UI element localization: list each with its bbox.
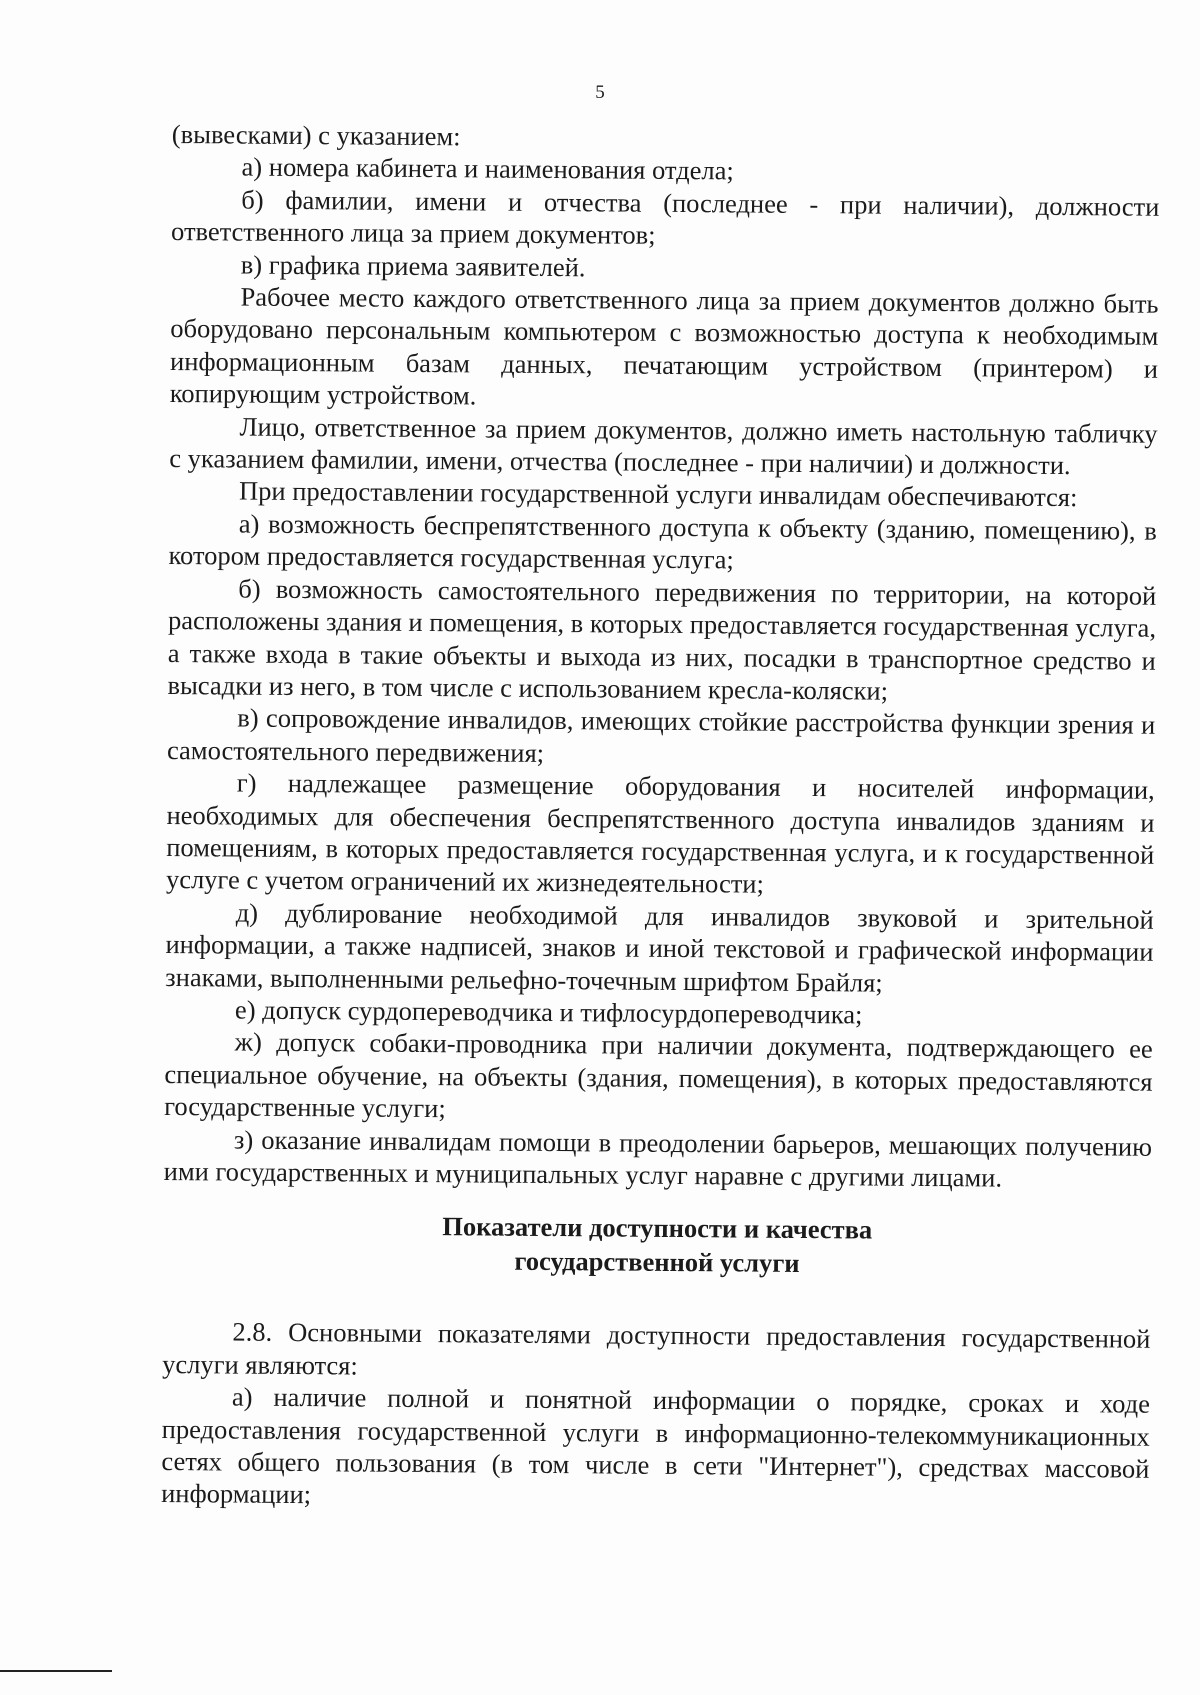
paragraph: 2.8. Основными показателями доступности предоставления государственной услуги являются: bbox=[162, 1316, 1151, 1381]
paragraph: ж) допуск собаки-проводника при наличии документа, подтверждающего ее специальное обучение, на объекты (здания, помещения), в которых предоставляются государственные услуги; bbox=[164, 1026, 1153, 1124]
section-heading-line: государственной услуги bbox=[514, 1246, 800, 1279]
paragraph: Лицо, ответственное за прием документов, должно иметь настольную табличку с указанием фамилии, имени, отчества (последнее - при наличии) и должности. bbox=[169, 411, 1158, 481]
paragraph: е) допуск сурдопереводчика и тифлосурдопереводчика; bbox=[234, 994, 863, 1030]
paragraph: а) возможность беспрепятственного доступа к объекту (зданию, помещению), в котором предоставляется государственная услуга; bbox=[168, 508, 1157, 575]
paragraph: г) надлежащее размещение оборудования и носителей информации, необходимых для обеспечения беспрепятственного доступа инвалидов зданиям и помещениям, в которых предоставляется государственная услуга, и к государственной услуге с учетом ограничений их жизнедеятельности; bbox=[165, 767, 1155, 900]
section-heading bbox=[163, 1207, 1152, 1283]
paragraph: в) сопровождение инвалидов, имеющих стойкие расстройства функции зрения и самостоятельного передвижения; bbox=[166, 702, 1156, 768]
paragraph: з) оказание инвалидам помощи в преодолении барьеров, мешающих получению ими государственных и муниципальных услуг наравне с другими лицами. bbox=[163, 1124, 1153, 1193]
paragraph: а) наличие полной и понятной информации о порядке, сроках и ходе предоставления государственной услуги в информационно-телекоммуникационных сетях общего пользования (в том числе в сети "Интернет"), средствах массовой информации; bbox=[161, 1381, 1151, 1510]
scan-edge-mark bbox=[0, 1670, 112, 1672]
paragraph: (вывесками) с указанием: bbox=[171, 118, 461, 152]
page-number: 5 bbox=[595, 82, 605, 103]
section-heading-line: Показатели доступности и качества bbox=[442, 1211, 873, 1245]
paragraph: в) графика приема заявителей. bbox=[240, 249, 586, 282]
paragraph: При предоставлении государственной услуги инвалидам обеспечиваются: bbox=[238, 476, 1078, 513]
paragraph: Рабочее место каждого ответственного лица за прием документов должно быть оборудовано персональным компьютером с возможностью доступа к необходимым информационным базам данных, печатающим устройством (принтером) и копирующим устройством. bbox=[169, 281, 1159, 411]
body-text bbox=[161, 118, 1160, 1518]
paragraph: д) дублирование необходимой для инвалидов звуковой и зрительной информации, а также надписей, знаков и иной текстовой и графической информации знаками, выполненными рельефно-точечным шрифтом Брайля; bbox=[165, 897, 1154, 998]
paragraph: а) номера кабинета и наименования отдела; bbox=[241, 151, 734, 186]
paragraph: б) возможность самостоятельного передвижения по территории, на которой расположены здания и помещения, в которых предоставляется государственная услуга, а также входа в такие объекты и выхода из них, посадки в транспортное средство и высадки из него, в том числе с использованием кресла-коляски; bbox=[167, 573, 1157, 706]
paragraph: б) фамилии, имени и отчества (последнее - при наличии), должности ответственного лица за прием документов; bbox=[170, 184, 1160, 251]
